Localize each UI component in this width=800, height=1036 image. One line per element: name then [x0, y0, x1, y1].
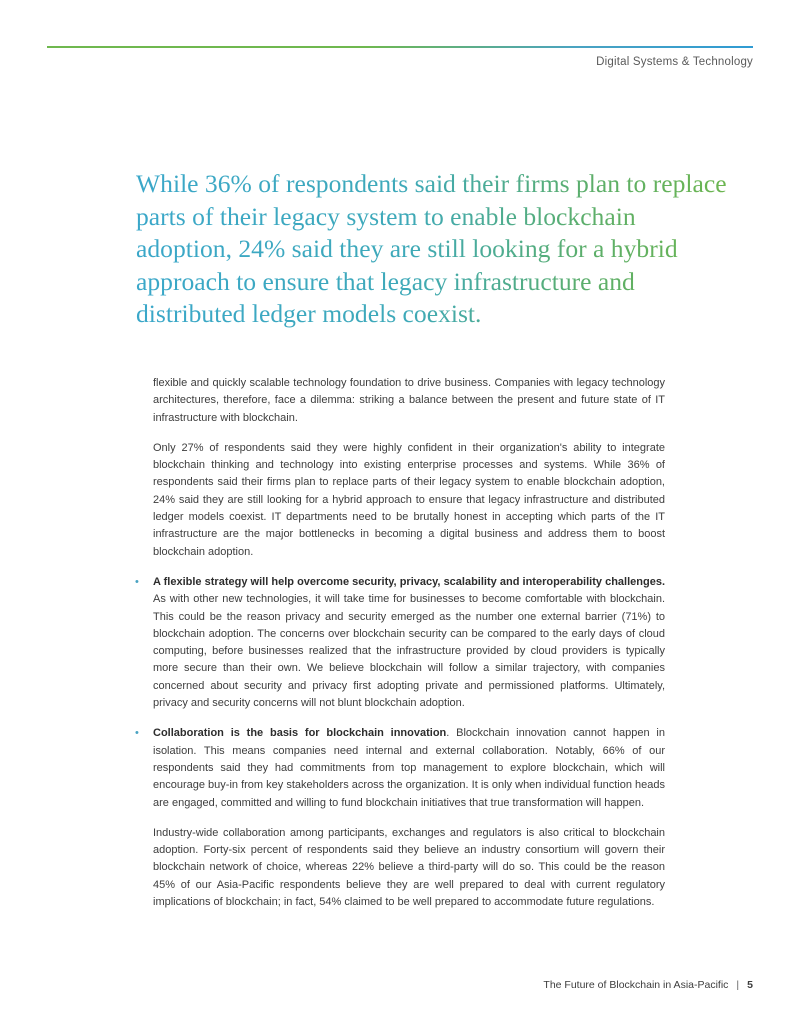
bullet-lead: A flexible strategy will help overcome security, privacy, scalability and interoperability challenges.: [153, 575, 665, 588]
paragraph: flexible and quickly scalable technology foundation to drive business. Companies with legacy technology architectures, therefore, face a dilemma: striking a balance between the present and future state of IT infrastructure with blockchain.: [153, 377, 665, 424]
paragraph: Industry-wide collaboration among participants, exchanges and regulators is also critical to blockchain adoption. Forty-six percent of respondents said they believe an industry consortium will govern their blockchain network of choice, whereas 22% believe a third-party will do so. This could be the reason 45% of our Asia-Pacific respondents believe they are well prepared to deal with current regulatory implications of blockchain; in fact, 54% claimed to be well prepared to accommodate future regulations.: [153, 826, 665, 909]
header-rule: [47, 46, 753, 48]
bullet-marker: •: [135, 575, 139, 588]
section-label: Digital Systems & Technology: [596, 56, 753, 68]
bullet-marker: •: [135, 727, 139, 740]
page-number: 5: [747, 979, 753, 991]
bullet-item: [135, 725, 665, 811]
bullet-item: [135, 574, 665, 712]
page-footer: [543, 979, 753, 991]
pull-quote: While 36% of respondents said their firms plan to replace parts of their legacy system to enable blockchain adoption, 24% said they are still looking for a hybrid approach to ensure that legacy infrastructure and distributed ledger models coexist.: [136, 168, 736, 331]
bullet-lead: Collaboration is the basis for blockchain innovation: [153, 727, 447, 740]
footer-title: The Future of Blockchain in Asia-Pacific: [543, 979, 729, 991]
paragraph: Only 27% of respondents said they were highly confident in their organization's ability to integrate blockchain thinking and technology into existing enterprise processes and systems. While 36% of respondents said their firms plan to replace parts of their legacy system to enable blockchain adoption, 24% said they are still looking for a hybrid approach to ensure that legacy infrastructure and distributed ledger models coexist. IT departments need to be brutally honest in accepting which parts of the IT infrastructure are the major bottlenecks in becoming a digital business and address them to boost blockchain adoption.: [153, 441, 665, 558]
bullet-text: As with other new technologies, it will take time for businesses to become comfortable with blockchain. This could be the reason privacy and security emerged as the number one external barrier (71%) to blockchain adoption. The concerns over blockchain security can be compared to the early days of cloud computing, before businesses realized that the infrastructure provided by cloud providers is typically more secure than their own. We believe blockchain will follow a similar trajectory, with companies concerned about security and privacy first adopting private and permissioned platforms. Ultimately, privacy and security concerns will not blunt blockchain adoption.: [153, 593, 665, 710]
body-text: [135, 375, 665, 924]
bullet-text: . Blockchain innovation cannot happen in isolation. This means companies need internal and external collaboration. Notably, 66% of our respondents said they had commitments from top management to explore blockchain, which will encourage buy-in from key stakeholders across the organization. It is only when individual function heads are engaged, committed and willing to fund blockchain initiatives that true transformation will happen.: [153, 727, 665, 809]
footer-separator: |: [736, 979, 740, 991]
